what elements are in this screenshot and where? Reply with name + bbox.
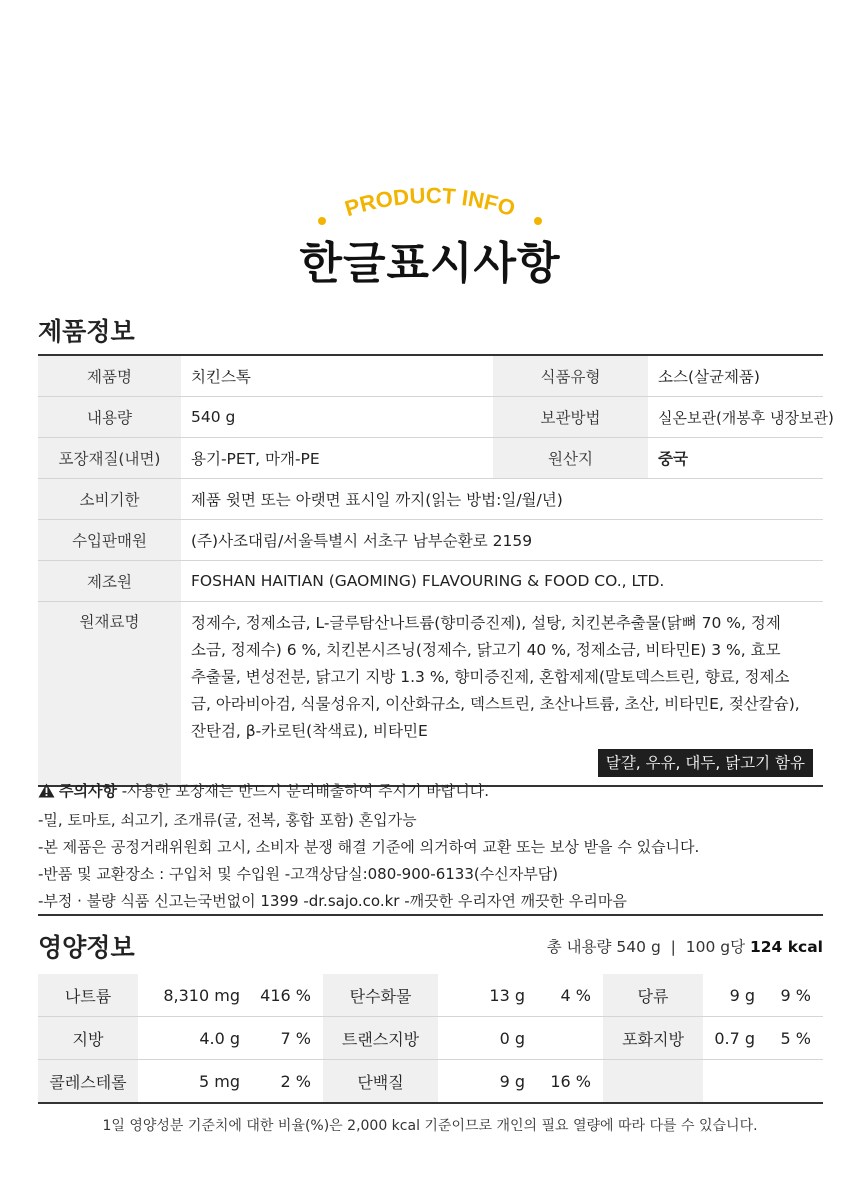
importer-label: 수입판매원 [38, 520, 181, 561]
nutrient-label-empty [603, 1060, 703, 1104]
storage-label: 보관방법 [493, 397, 648, 438]
notes-section [38, 778, 828, 915]
ingredients-value [181, 602, 823, 787]
expiry-value: 제품 윗면 또는 아랫면 표시일 까지(읽는 방법:일/월/년) [181, 479, 823, 520]
storage-value: 실온보관(개봉후 냉장보관) [648, 397, 823, 438]
section-divider [38, 914, 823, 916]
nutrient-percent: 5 % [763, 1017, 823, 1060]
product-name-label: 제품명 [38, 355, 181, 397]
nutrient-percent: 2 % [280, 1071, 311, 1091]
nutrient-percent: 9 % [763, 974, 823, 1017]
volume-label: 내용량 [38, 397, 181, 438]
product-info-heading: 제품정보 [38, 317, 135, 346]
expiry-label: 소비기한 [38, 479, 181, 520]
manufacturer-value: FOSHAN HAITIAN (GAOMING) FLAVOURING & FOOD CO., LTD. [181, 561, 823, 602]
food-type-label: 식품유형 [493, 355, 648, 397]
ingredients-line: 금, 아라비아검, 식물성유지, 이산화규소, 덱스트린, 초산나트륨, 초산, 비타민E, 젖산칼슘), [191, 695, 800, 713]
caution-label: 주의사항 [59, 782, 117, 800]
product-info-table [38, 354, 834, 787]
packaging-value: 용기-PET, 마개-PE [181, 438, 493, 479]
note-line: -부정 · 불량 식품 신고는국번없이 1399 -dr.sajo.co.kr -깨끗한 우리자연 깨끗한 우리마음 [38, 892, 627, 910]
nutrient-label: 포화지방 [603, 1017, 703, 1060]
warning-icon [38, 780, 55, 807]
table-row [38, 561, 823, 602]
volume-value: 540 g [181, 397, 493, 438]
ingredients-line: 소금, 정제수) 6 %, 치킨본시즈닝(정제수, 닭고기 40 %, 정제소금, 비타민E) 3 %, 효모 [191, 641, 781, 659]
nutrient-amount: 13 g [438, 974, 533, 1017]
note-line: -밀, 토마토, 쇠고기, 조개류(굴, 전복, 홍합 포함) 혼입가능 [38, 811, 417, 829]
nutrition-table [38, 974, 823, 1104]
ingredients-line: 정제수, 정제소금, L-글루탐산나트륨(향미증진제), 설탕, 치킨본추출물(닭뼈 70 %, 정제 [191, 614, 781, 632]
nutrition-header [38, 928, 823, 964]
nutrition-heading: 영양정보 [38, 933, 135, 962]
table-row [38, 602, 823, 787]
table-row [38, 397, 823, 438]
table-row [38, 479, 823, 520]
nutrient-amount: 5 mg [198, 1071, 240, 1091]
nutrient-amount: 4.0 g [138, 1017, 248, 1060]
table-row [38, 974, 823, 1017]
nutrition-summary [547, 935, 823, 957]
nutrient-amount: 8,310 mg [138, 974, 248, 1017]
packaging-label: 포장재질(내면) [38, 438, 181, 479]
nutrient-percent [533, 1017, 603, 1060]
nutrient-label: 지방 [38, 1017, 138, 1060]
nutrient-percent: 16 % [550, 1071, 591, 1091]
product-info-badge [0, 175, 860, 235]
allergen-badge: 달걀, 우유, 대두, 닭고기 함유 [598, 749, 813, 777]
table-row [38, 438, 823, 479]
caution-note [38, 778, 828, 807]
nutrient-percent-empty [763, 1060, 823, 1104]
nutrient-label: 콜레스테롤 [38, 1060, 138, 1104]
table-row [38, 520, 823, 561]
nutrient-label: 당류 [603, 974, 703, 1017]
badge-text: PRODUCT INFO [341, 182, 519, 222]
nutrient-amount: 9 g [499, 1071, 525, 1091]
note-line: -본 제품은 공정거래위원회 고시, 소비자 분쟁 해결 기준에 의거하여 교환 또는 보상 받을 수 있습니다. [38, 838, 700, 856]
nutrient-label: 트랜스지방 [323, 1017, 438, 1060]
nutrient-label: 단백질 [323, 1060, 438, 1104]
nutrient-label: 나트륨 [38, 974, 138, 1017]
page-title: 한글표시사항 [299, 238, 561, 289]
note-line: -반품 및 교환장소 : 구입처 및 수입원 -고객상담실:080-900-6133(수신자부담) [38, 865, 559, 883]
caution-text: -사용한 포장재는 반드시 분리배출하여 주시기 바랍니다. [116, 782, 490, 800]
nutrient-percent: 7 % [248, 1017, 323, 1060]
svg-text:PRODUCT INFO [342, 183, 518, 221]
product-name-value: 치킨스톡 [181, 355, 493, 397]
manufacturer-label: 제조원 [38, 561, 181, 602]
importer-value: (주)사조대림/서울특별시 서초구 남부순환로 2159 [181, 520, 823, 561]
food-type-value: 소스(살균제품) [648, 355, 823, 397]
page-header [0, 175, 860, 291]
table-row [38, 355, 823, 397]
table-row [38, 1017, 823, 1060]
origin-label: 원산지 [493, 438, 648, 479]
table-row [38, 1060, 823, 1104]
nutrient-amount: 9 g [703, 974, 763, 1017]
origin-value: 중국 [648, 438, 823, 479]
nutrient-amount-empty [703, 1060, 763, 1104]
nutrition-footnote: 1일 영양성분 기준치에 대한 비율(%)은 2,000 kcal 기준이므로 개인의 필요 열량에 따라 다를 수 있습니다. [102, 1118, 758, 1134]
nutrient-percent: 416 % [248, 974, 323, 1017]
nutrient-percent: 4 % [533, 974, 603, 1017]
nutrition-summary-text: 총 내용량 540 g | 100 g당 [546, 938, 750, 956]
nutrient-amount: 0 g [438, 1017, 533, 1060]
nutrient-amount: 0.7 g [703, 1017, 763, 1060]
ingredients-label: 원재료명 [38, 602, 181, 787]
ingredients-line: 추출물, 변성전분, 닭고기 지방 1.3 %, 향미증진제, 혼합제제(말토덱스트린, 향료, 정제소 [191, 668, 790, 686]
nutrient-label: 탄수화물 [323, 974, 438, 1017]
nutrition-kcal: 124 kcal [749, 938, 823, 956]
ingredients-line: 잔탄검, β-카로틴(착색료), 비타민E [191, 722, 428, 740]
